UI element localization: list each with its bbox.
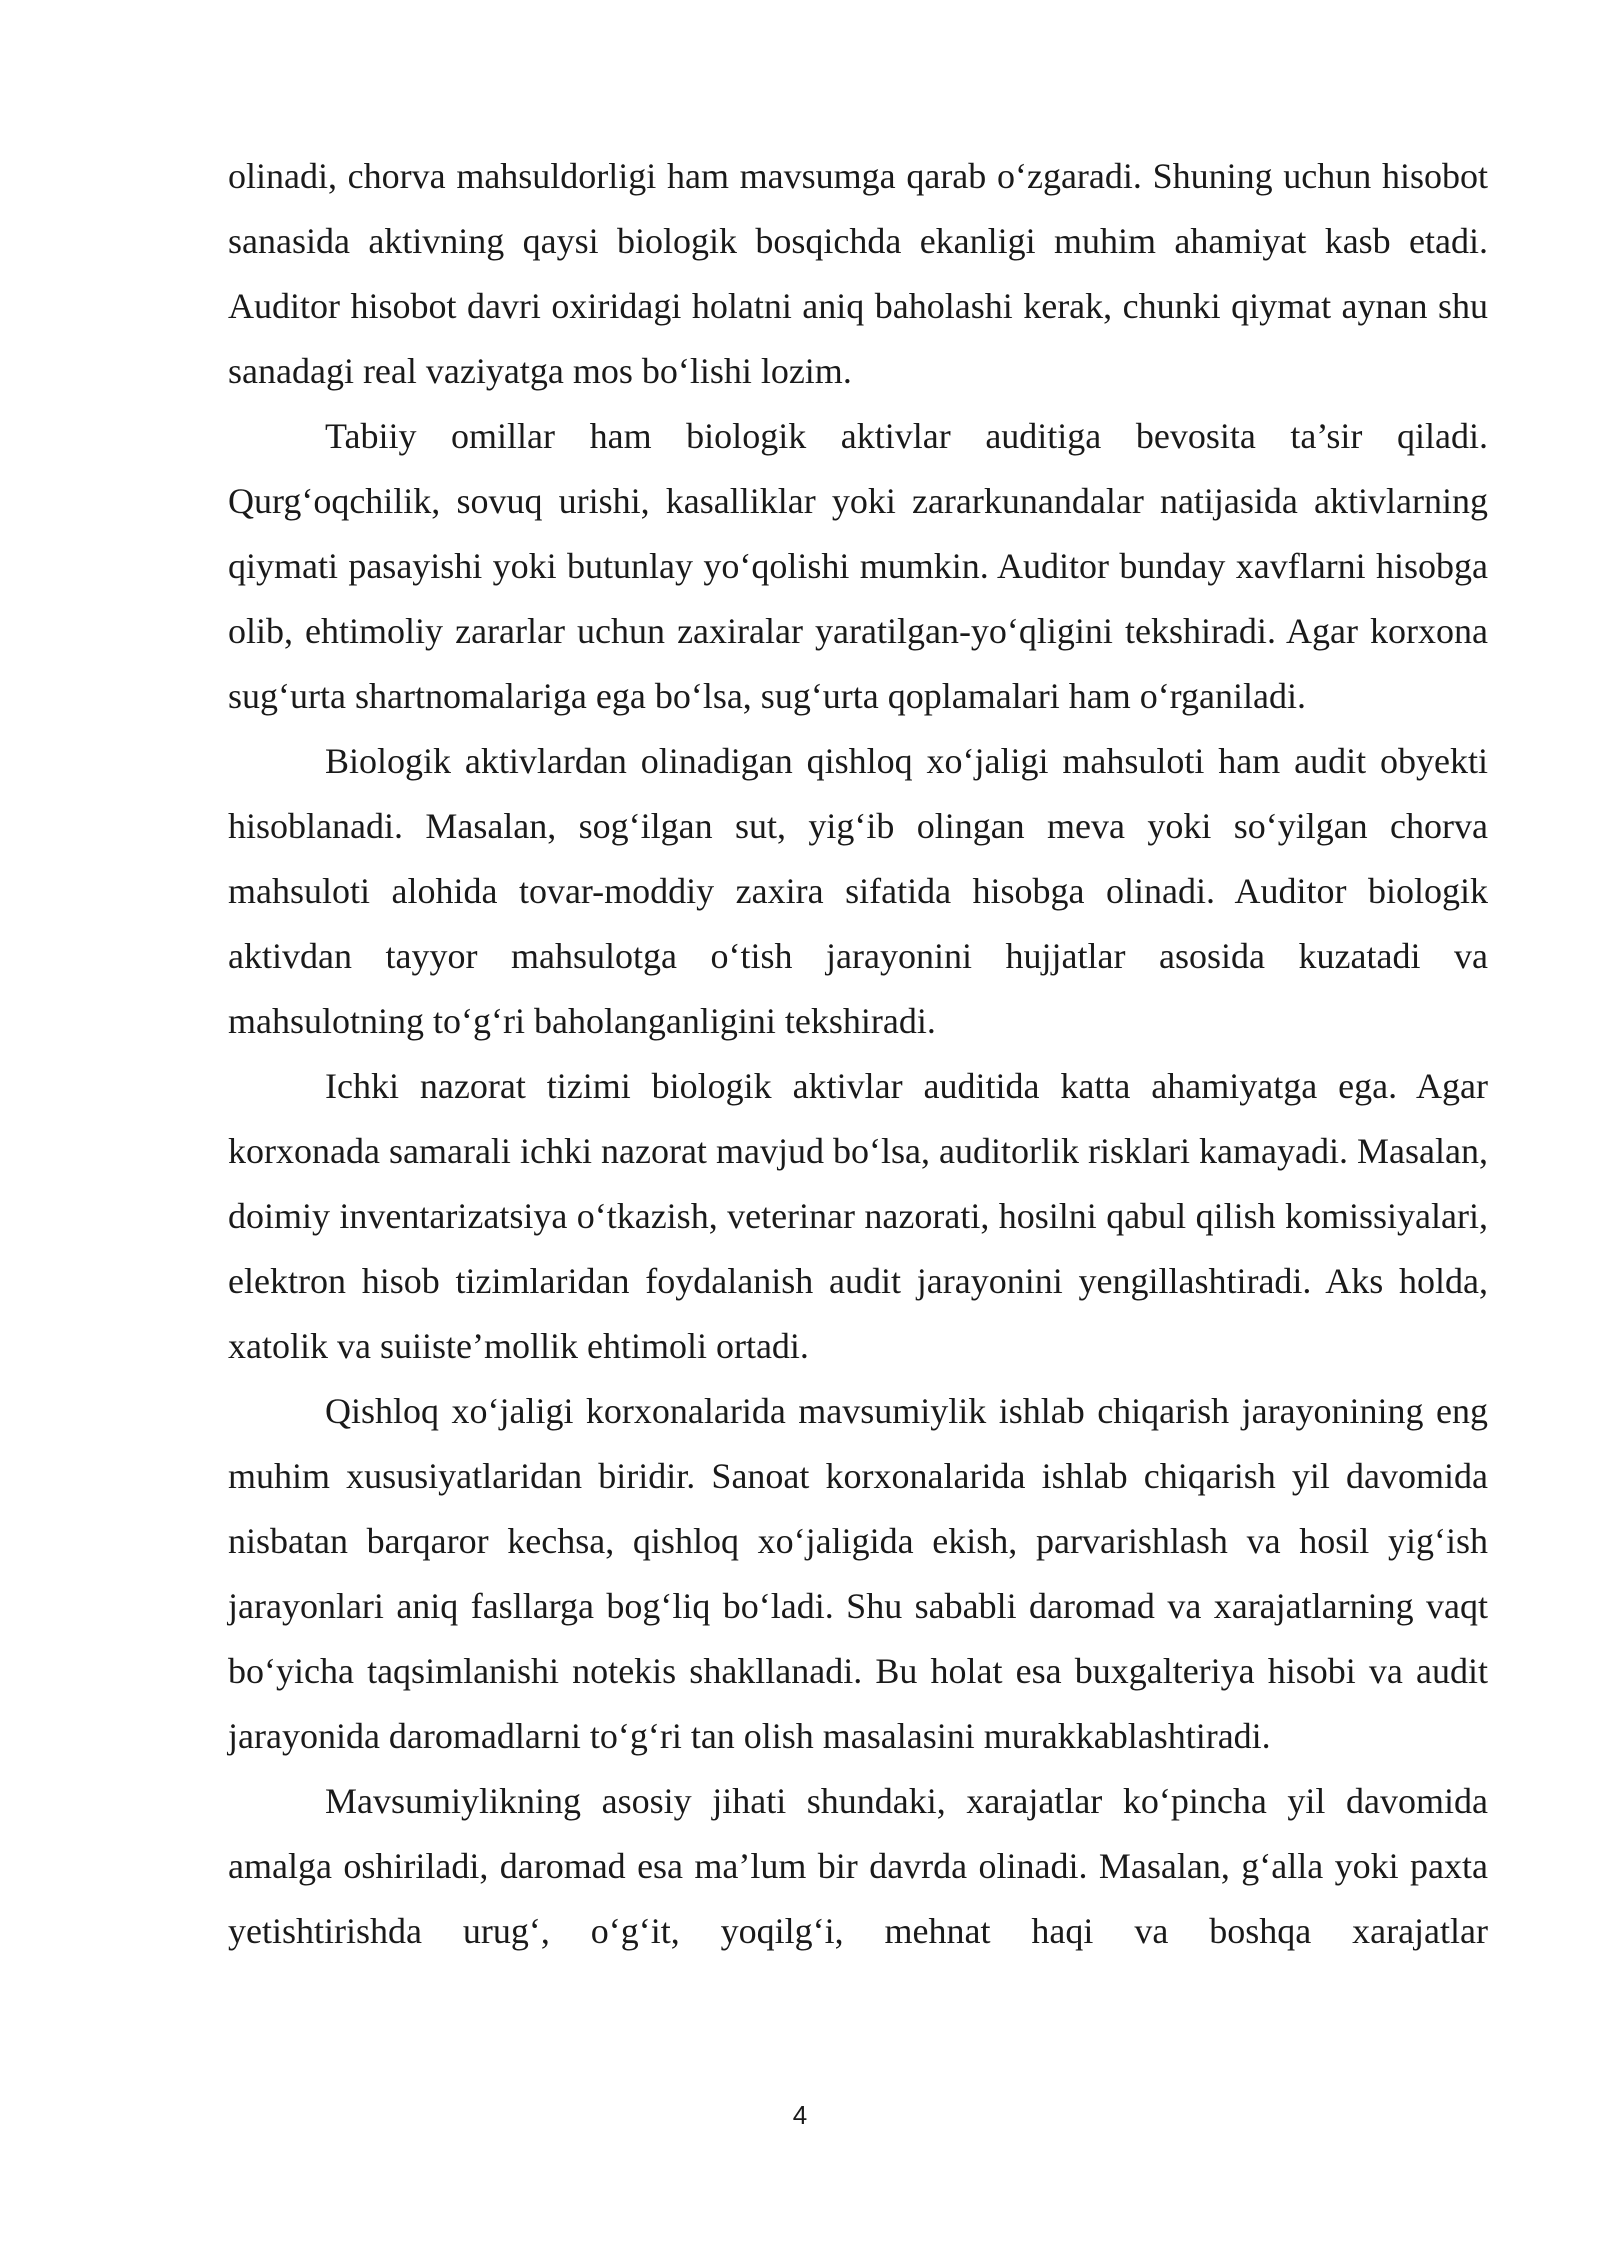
body-text	[228, 144, 1488, 1964]
paragraph-4: Ichki nazorat tizimi biologik aktivlar auditida katta ahamiyatga ega. Agar korxonada samarali ichki nazorat mavjud bo‘lsa, auditorlik risklari kamayadi. Masalan, doimiy inventarizatsiya o‘tkazish, veterinar nazorati, hosilni qabul qilish komissiyalari, elektron hisob tizimlaridan foydalanish audit jarayonini yengillashtiradi. Aks holda, xatolik va suiiste’mollik ehtimoli ortadi.	[228, 1066, 1488, 1366]
paragraph-3: Biologik aktivlardan olinadigan qishloq xo‘jaligi mahsuloti ham audit obyekti hisoblanadi. Masalan, sog‘ilgan sut, yig‘ib olingan meva yoki so‘yilgan chorva mahsuloti alohida tovar-moddiy zaxira sifatida hisobga olinadi. Auditor biologik aktivdan tayyor mahsulotga o‘tish jarayonini hujjatlar asosida kuzatadi va mahsulotning to‘g‘ri baholanganligini tekshiradi.	[228, 741, 1488, 1041]
paragraph-6: Mavsumiylikning asosiy jihati shundaki, xarajatlar ko‘pincha yil davomida amalga oshiriladi, daromad esa ma’lum bir davrda olinadi. Masalan, g‘alla yoki paxta yetishtirishda urug‘, o‘g‘it, yoqilg‘i, mehnat haqi va boshqa xarajatlar	[228, 1781, 1488, 1951]
paragraph-5: Qishloq xo‘jaligi korxonalarida mavsumiylik ishlab chiqarish jarayonining eng muhim xususiyatlaridan biridir. Sanoat korxonalarida ishlab chiqarish yil davomida nisbatan barqaror kechsa, qishloq xo‘jaligida ekish, parvarishlash va hosil yig‘ish jarayonlari aniq fasllarga bog‘liq bo‘ladi. Shu sababli daromad va xarajatlarning vaqt bo‘yicha taqsimlanishi notekis shakllanadi. Bu holat esa buxgalteriya hisobi va audit jarayonida daromadlarni to‘g‘ri tan olish masalasini murakkablashtiradi.	[228, 1391, 1488, 1756]
paragraph-2: Tabiiy omillar ham biologik aktivlar auditiga bevosita ta’sir qiladi. Qurg‘oqchilik, sovuq urishi, kasalliklar yoki zararkunandalar natijasida aktivlarning qiymati pasayishi yoki butunlay yo‘qolishi mumkin. Auditor bunday xavflarni hisobga olib, ehtimoliy zararlar uchun zaxiralar yaratilgan-yo‘qligini tekshiradi. Agar korxona sug‘urta shartnomalariga ega bo‘lsa, sug‘urta qoplamalari ham o‘rganiladi.	[228, 416, 1488, 716]
page-number: 4	[792, 2100, 808, 2130]
paragraph-1: olinadi, chorva mahsuldorligi ham mavsumga qarab o‘zgaradi. Shuning uchun hisobot sanasida aktivning qaysi biologik bosqichda ekanligi muhim ahamiyat kasb etadi. Auditor hisobot davri oxiridagi holatni aniq baholashi kerak, chunki qiymat aynan shu sanadagi real vaziyatga mos bo‘lishi lozim.	[228, 156, 1488, 391]
